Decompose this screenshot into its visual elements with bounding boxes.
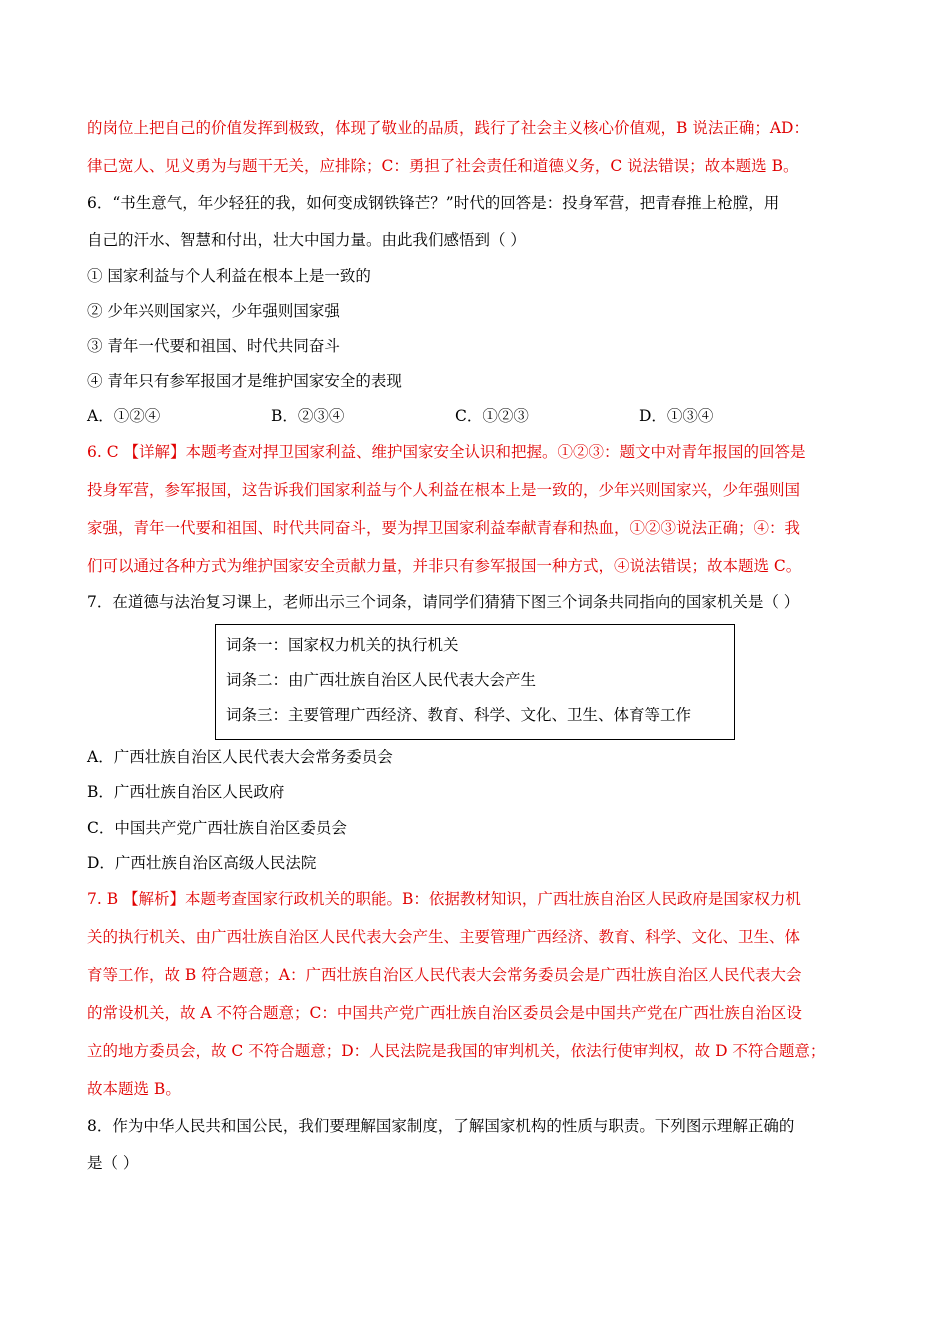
q6-option-b: B．②③④ xyxy=(271,407,345,425)
q6-option-c: C．①②③ xyxy=(455,407,529,425)
q7-option-b: B．广西壮族自治区人民政府 xyxy=(87,783,285,801)
prev-answer-line: 律己宽人、见义勇为与题干无关，应排除；C：勇担了社会责任和道德义务，C 说法错误；故本题选 B。 xyxy=(87,157,799,175)
q6-option-d: D．①③④ xyxy=(639,407,714,425)
q7-answer-line: 7. B 【解析】本题考查国家行政机关的职能。B：依据教材知识，广西壮族自治区人民政府是国家权力机 xyxy=(87,890,801,908)
q7-answer-line: 立的地方委员会，故 C 不符合题意；D：人民法院是我国的审判机关，依法行使审判权，故 D 不符合题意； xyxy=(87,1042,826,1060)
q6-stem-line: 6．“书生意气，年少轻狂的我，如何变成钢铁锋芒？”时代的回答是：投身军营，把青春推上枪膛，用 xyxy=(87,194,780,212)
q8-stem-line: 是（ ） xyxy=(87,1154,139,1172)
q7-option-a: A．广西壮族自治区人民代表大会常务委员会 xyxy=(87,748,393,766)
q7-clue-3: 词条三：主要管理广西经济、教育、科学、文化、卫生、体育等工作 xyxy=(226,706,692,724)
q6-item: ② 少年兴则国家兴，少年强则国家强 xyxy=(87,302,340,320)
q6-answer-line: 6. C 【详解】本题考查对捍卫国家利益、维护国家安全认识和把握。①②③：题文中对青年报国的回答是 xyxy=(87,443,806,461)
q7-option-c: C．中国共产党广西壮族自治区委员会 xyxy=(87,819,347,837)
q7-clue-2: 词条二：由广西壮族自治区人民代表大会产生 xyxy=(226,671,537,689)
q6-option-a: A．①②④ xyxy=(87,407,161,425)
q6-answer-line: 投身军营，参军报国，这告诉我们国家利益与个人利益在根本上是一致的，少年兴则国家兴，少年强则国 xyxy=(87,481,801,499)
q6-answer-line: 们可以通过各种方式为维护国家安全贡献力量，并非只有参军报国一种方式，④说法错误；故本题选 C。 xyxy=(87,557,802,575)
q6-stem-line: 自己的汗水、智慧和付出，壮大中国力量。由此我们感悟到（ ） xyxy=(87,231,526,249)
q7-answer-line: 关的执行机关、由广西壮族自治区人民代表大会产生、主要管理广西经济、教育、科学、文化、卫生、体 xyxy=(87,928,801,946)
prev-answer-line: 的岗位上把自己的价值发挥到极致，体现了敬业的品质，践行了社会主义核心价值观，B 说法正确；AD： xyxy=(87,119,809,137)
q6-item: ① 国家利益与个人利益在根本上是一致的 xyxy=(87,267,371,285)
q7-clue-1: 词条一：国家权力机关的执行机关 xyxy=(226,636,459,654)
q6-item: ④ 青年只有参军报国才是维护国家安全的表现 xyxy=(87,372,402,390)
q7-answer-line: 故本题选 B。 xyxy=(87,1080,181,1098)
q7-answer-line: 育等工作，故 B 符合题意；A：广西壮族自治区人民代表大会常务委员会是广西壮族自治区人民代表大会 xyxy=(87,966,802,984)
q6-answer-line: 家强，青年一代要和祖国、时代共同奋斗，要为捍卫国家利益奉献青春和热血，①②③说法正确；④：我 xyxy=(87,519,801,537)
q7-stem: 7．在道德与法治复习课上，老师出示三个词条，请同学们猜猜下图三个词条共同指向的国家机关是（ ） xyxy=(87,593,800,611)
q6-item: ③ 青年一代要和祖国、时代共同奋斗 xyxy=(87,337,340,355)
q7-option-d: D．广西壮族自治区高级人民法院 xyxy=(87,854,317,872)
q7-answer-line: 的常设机关，故 A 不符合题意；C：中国共产党广西壮族自治区委员会是中国共产党在广西壮族自治区设 xyxy=(87,1004,802,1022)
q7-clue-box xyxy=(215,624,735,740)
q8-stem-line: 8．作为中华人民共和国公民，我们要理解国家制度，了解国家机构的性质与职责。下列图示理解正确的 xyxy=(87,1117,795,1135)
